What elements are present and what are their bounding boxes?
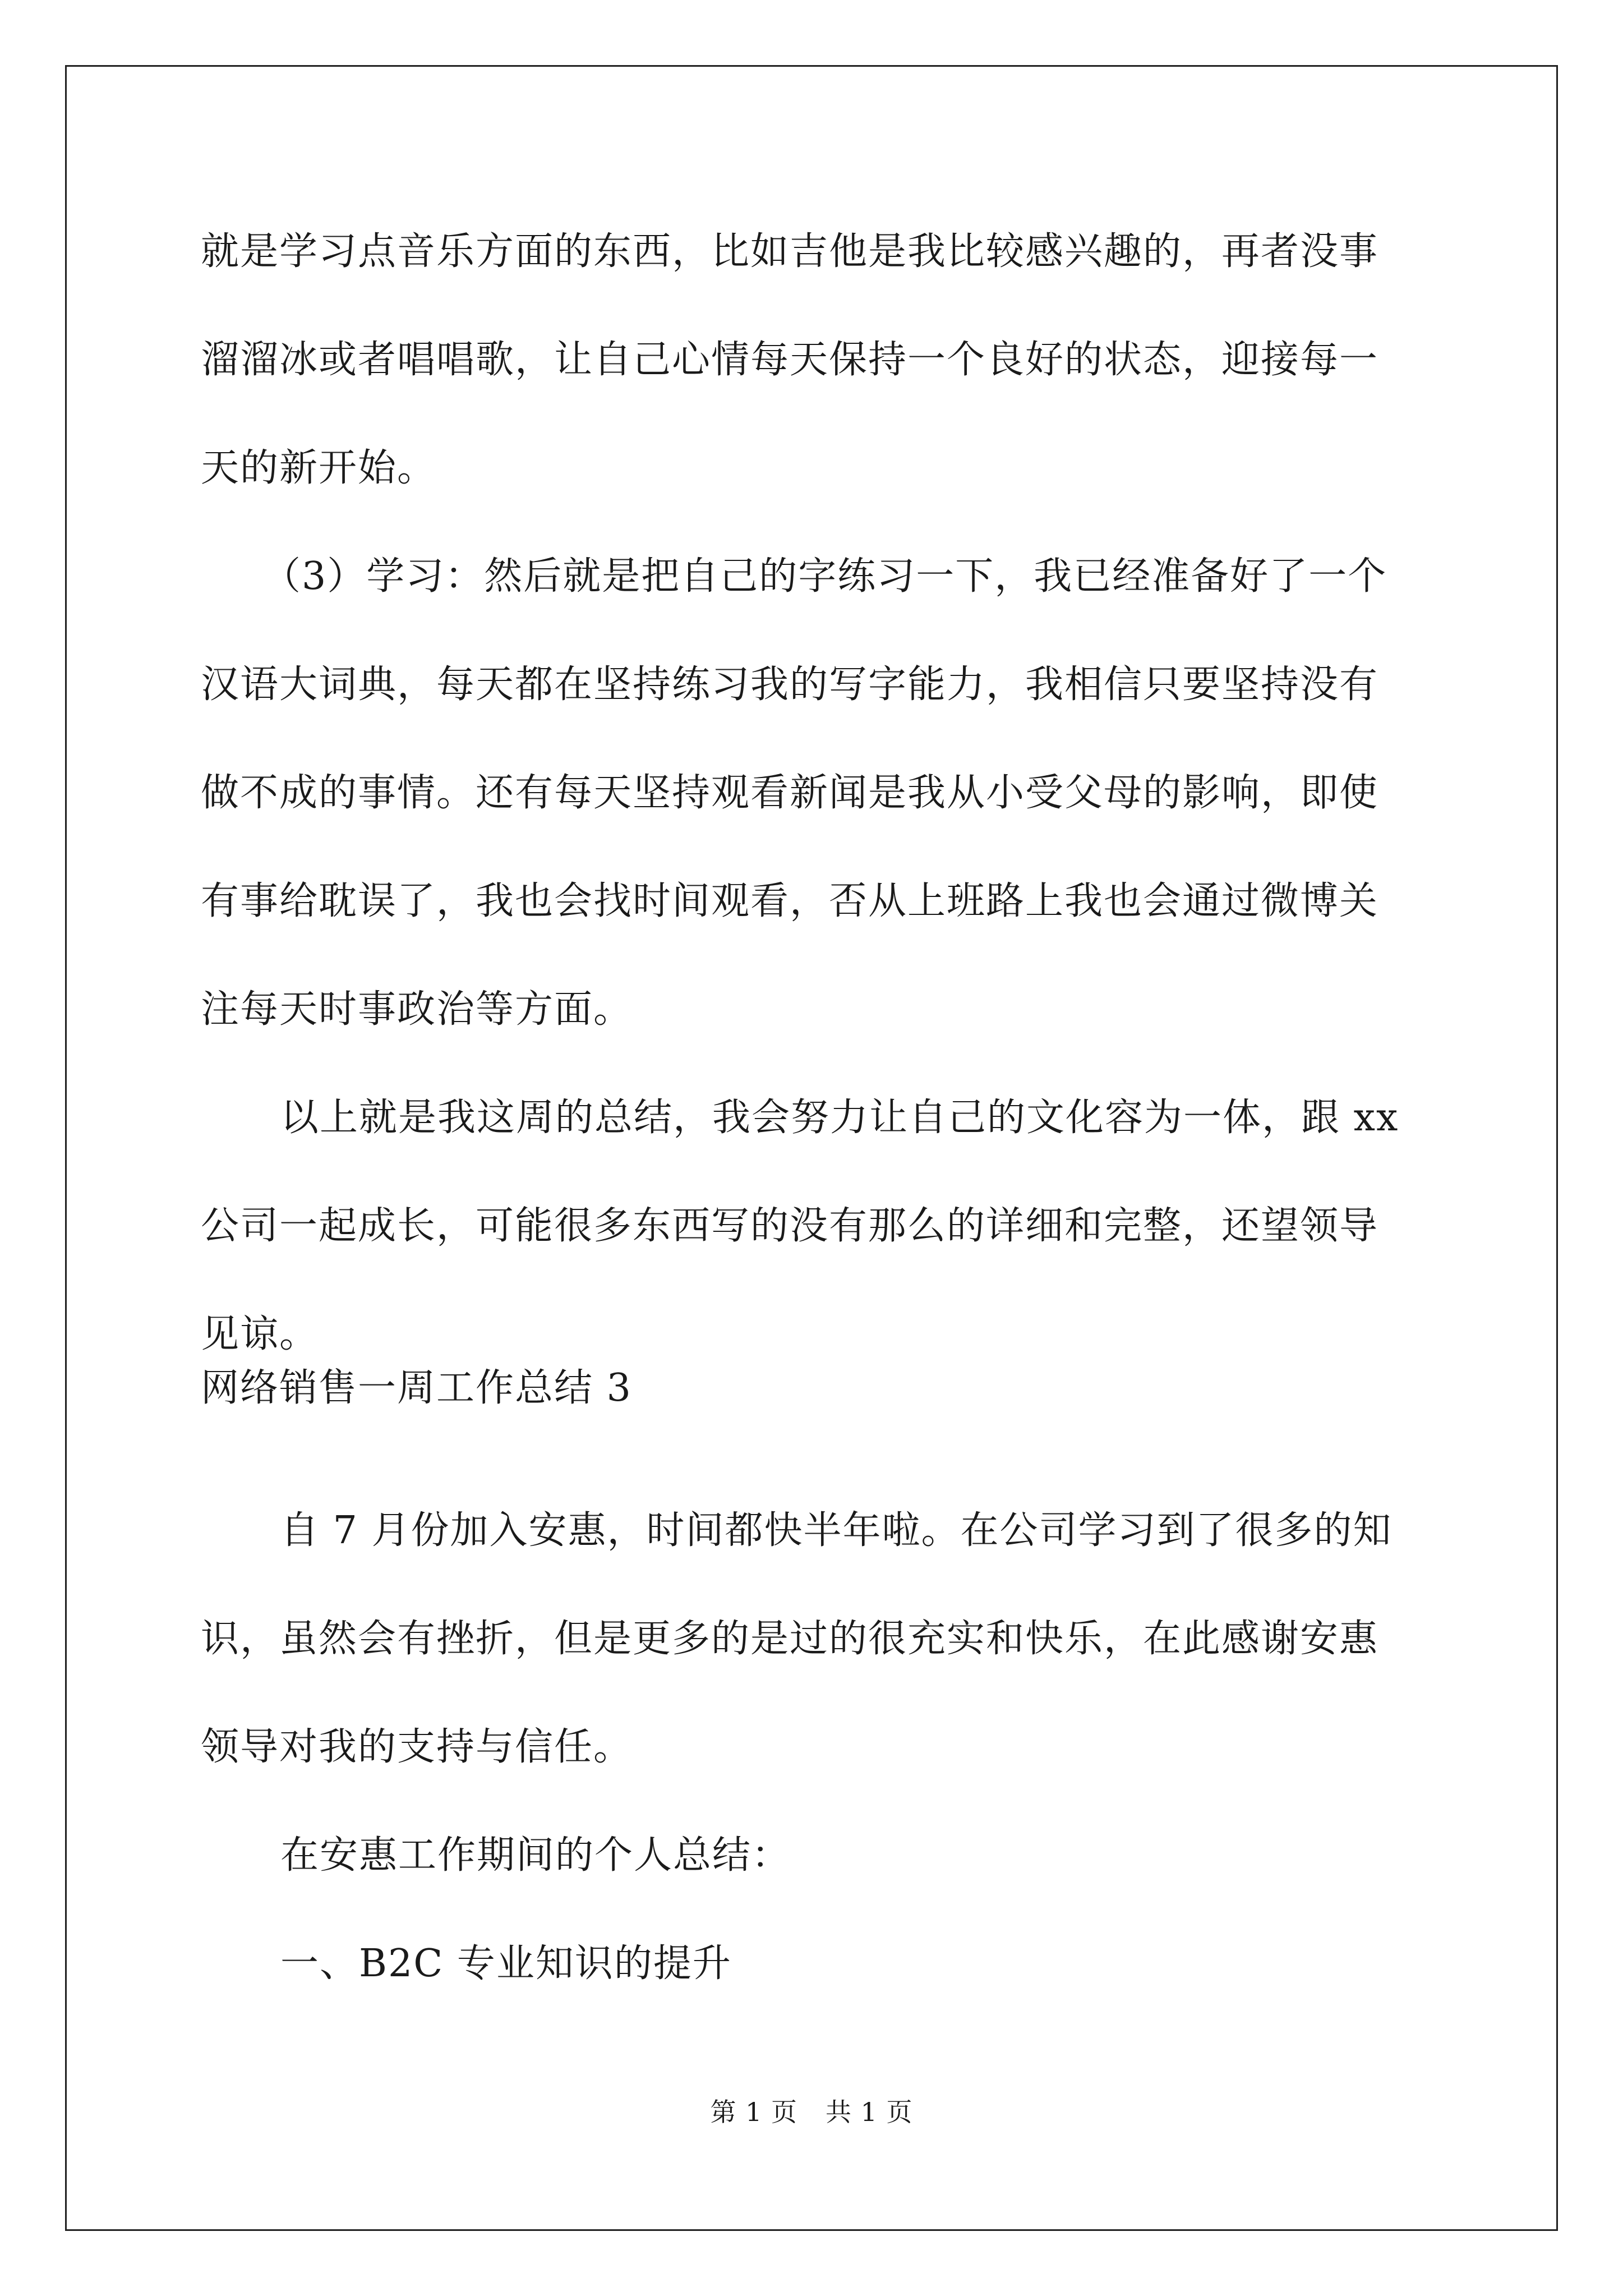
paragraph-line: 自 7 月份加入安惠，时间都快半年啦。在公司学习到了很多的知: [280, 1508, 1393, 1553]
page-footer: [0, 2095, 1623, 2129]
paragraph-line: 天的新开始。: [201, 446, 437, 490]
paragraph-line: 在安惠工作期间的个人总结：: [280, 1833, 791, 1878]
body-text-block-1: [201, 197, 1426, 1388]
paragraph-line: 见谅。: [201, 1312, 319, 1356]
body-text-block-2: [201, 1476, 1426, 2018]
paragraph-line: 就是学习点音乐方面的东西，比如吉他是我比较感兴趣的，再者没事: [201, 229, 1379, 274]
paragraph-line: 注每天时事政治等方面。: [201, 987, 633, 1032]
paragraph-line: 做不成的事情。还有每天坚持观看新闻是我从小受父母的影响，即使: [201, 771, 1379, 815]
paragraph-line: 溜溜冰或者唱唱歌，让自己心情每天保持一个良好的状态，迎接每一: [201, 338, 1379, 382]
page-number-current: 第 1 页: [710, 2097, 797, 2127]
paragraph-line: （3）学习：然后就是把自己的字练习一下，我已经准备好了一个: [262, 554, 1387, 599]
paragraph-line: 以上就是我这周的总结，我会努力让自己的文化容为一体，跟 xx: [280, 1096, 1399, 1140]
paragraph-line: 汉语大词典，每天都在坚持练习我的写字能力，我相信只要坚持没有: [201, 662, 1379, 707]
paragraph-line: 一、B2C 专业知识的提升: [280, 1941, 732, 1986]
paragraph-line: 领导对我的支持与信任。: [201, 1725, 633, 1769]
section-title: 网络销售一周工作总结 3: [201, 1366, 632, 1410]
page-number-total: 共 1 页: [826, 2097, 913, 2127]
paragraph-line: 公司一起成长，可能很多东西写的没有那么的详细和完整，还望领导: [201, 1204, 1379, 1248]
paragraph-line: 有事给耽误了，我也会找时间观看，否从上班路上我也会通过微博关: [201, 879, 1379, 923]
paragraph-line: 识，虽然会有挫折，但是更多的是过的很充实和快乐，在此感谢安惠: [201, 1617, 1379, 1661]
